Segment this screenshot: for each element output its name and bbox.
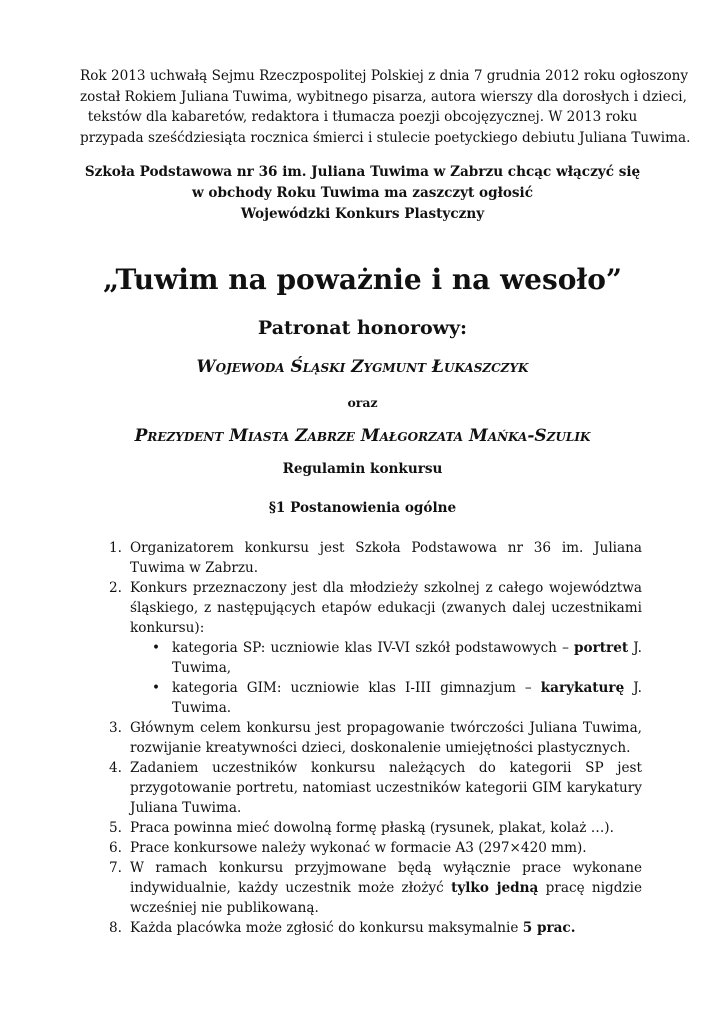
item-number: 3.: [109, 720, 122, 736]
intro-line: przypada sześćdziesiąta rocznica śmierci i stulecie poetyckiego debiutu Juliana Tuwima.: [80, 130, 691, 147]
bullet-icon: •: [152, 680, 161, 696]
category-item: [130, 678, 642, 718]
item-number: 1.: [109, 540, 122, 556]
contest-title: „Tuwim na poważnie i na wesoło”: [103, 263, 622, 296]
item-number: 8.: [109, 920, 122, 936]
list-item: [96, 718, 642, 758]
item-text: Głównym celem konkursu jest propagowanie twórczości Juliana Tuwima, rozwijanie kreatywności dzieci, doskonalenie umiejętności plastycznych.: [130, 720, 642, 756]
item-number: 5.: [109, 820, 122, 836]
patron-mayor: Prezydent Miasta Zabrze Małgorzata Mańka-Szulik: [134, 426, 591, 446]
category-text: kategoria GIM: uczniowie klas I-III gimnazjum –: [172, 680, 541, 696]
organizer-line: Szkoła Podstawowa nr 36 im. Juliana Tuwima w Zabrzu chcąc włączyć się: [84, 164, 641, 180]
organizer-announcement: [80, 162, 645, 225]
item-emphasis: tylko jedną: [451, 880, 539, 896]
conjunction-oraz: oraz: [347, 395, 378, 410]
section-heading: §1 Postanowienia ogólne: [268, 500, 457, 516]
organizer-line: Wojewódzki Konkurs Plastyczny: [240, 206, 485, 222]
item-text: Organizatorem konkursu jest Szkoła Podstawowa nr 36 im. Juliana Tuwima w Zabrzu.: [130, 540, 642, 576]
category-emphasis: karykaturę: [540, 680, 625, 696]
item-text: W ramach konkursu przyjmowane będą wyłącznie prace wykonane indywidualnie, każdy uczestnik może złożyć: [130, 860, 642, 896]
category-emphasis: portret: [574, 640, 629, 656]
intro-line: tekstów dla kabaretów, redaktora i tłumacza poezji obcojęzycznej. W 2013 roku: [87, 109, 638, 126]
list-item: [96, 838, 642, 858]
category-item: [130, 638, 642, 678]
list-item: [96, 818, 642, 838]
patronage-heading: Patronat honorowy:: [257, 317, 468, 339]
item-text: Każda placówka może zgłosić do konkursu maksymalnie: [130, 920, 523, 936]
item-text-end: pracę nigdzie wcześniej nie publikowaną.: [130, 880, 642, 916]
item-emphasis: 5 prac.: [522, 920, 576, 936]
intro-paragraph: [80, 66, 691, 149]
item-number: 6.: [109, 840, 122, 856]
organizer-line: w obchody Roku Tuwima ma zaszczyt ogłosić: [191, 185, 533, 201]
list-item: [96, 538, 642, 578]
list-item: [96, 918, 642, 938]
category-text: kategoria SP: uczniowie klas IV-VI szkół podstawowych –: [172, 640, 575, 656]
rules-heading: Regulamin konkursu: [282, 461, 443, 477]
list-item: [96, 758, 642, 818]
category-list: [130, 638, 642, 718]
bullet-icon: •: [152, 640, 161, 656]
item-text: Konkurs przeznaczony jest dla młodzieży szkolnej z całego województwa śląskiego, z następujących etapów edukacji (zwanych dalej uczestnikami konkursu):: [130, 580, 642, 636]
item-text: Prace konkursowe należy wykonać w formacie A3 (297×420 mm).: [130, 840, 587, 856]
item-number: 7.: [109, 860, 122, 876]
category-text-end: J. Tuwima.: [172, 680, 642, 716]
item-text: Zadaniem uczestników konkursu należących do kategorii SP jest przygotowanie portretu, natomiast uczestników kategorii GIM karykatury Juliana Tuwima.: [130, 760, 642, 816]
intro-line: został Rokiem Juliana Tuwima, wybitnego pisarza, autora wierszy dla dorosłych i dzieci,: [80, 88, 687, 105]
patron-voivode: Wojewoda Śląski Zygmunt Łukaszczyk: [196, 357, 529, 377]
rules-list: [96, 538, 642, 938]
intro-line: Rok 2013 uchwałą Sejmu Rzeczpospolitej Polskiej z dnia 7 grudnia 2012 roku ogłoszony: [80, 68, 689, 84]
item-text: Praca powinna mieć dowolną formę płaską (rysunek, plakat, kolaż …).: [130, 820, 614, 836]
list-item: [96, 578, 642, 718]
category-text-end: J. Tuwima,: [172, 640, 642, 676]
list-item: [96, 858, 642, 918]
item-number: 2.: [109, 580, 122, 596]
item-number: 4.: [109, 760, 122, 776]
